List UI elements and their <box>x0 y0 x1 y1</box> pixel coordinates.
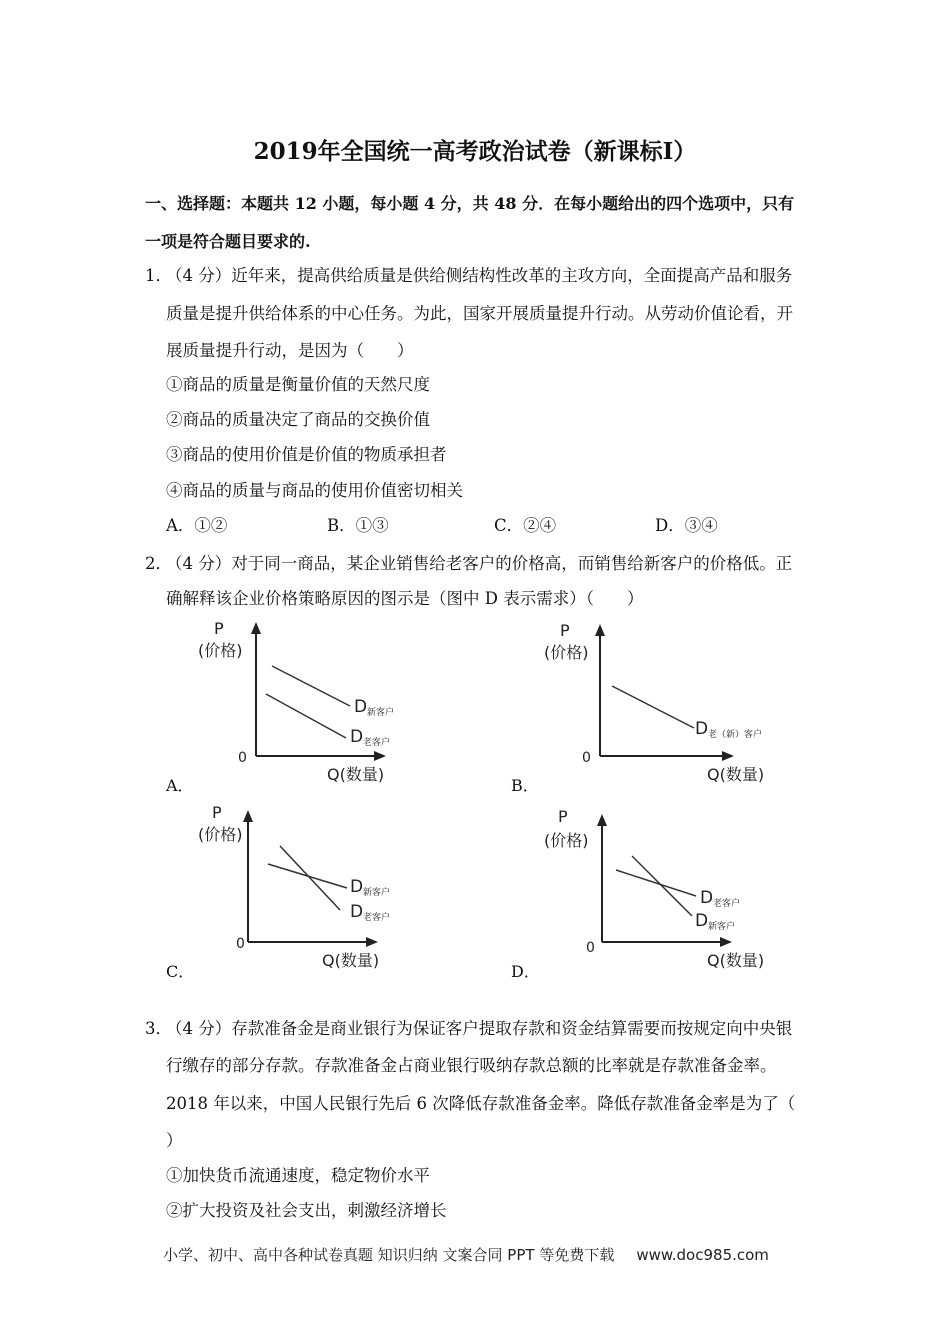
footer-site-link[interactable]: www.doc985.com <box>636 1246 769 1264</box>
q2-option-c-label[interactable]: C． <box>166 962 195 981</box>
chart-a-x-arrow <box>374 751 386 761</box>
chart-a-d-new-sub: 新客户 <box>367 708 395 718</box>
chart-c-d-old: D <box>350 902 364 922</box>
chart-d-y-arrow <box>597 814 607 826</box>
q1-option-a[interactable]: A．①② <box>166 516 228 535</box>
q3-stem-line3: 2018 年以来，中国人民银行先后 6 次降低存款准备金率。降低存款准备金率是为了（ <box>166 1094 796 1113</box>
q1-statement-4: ④商品的质量与商品的使用价值密切相关 <box>166 481 463 500</box>
q3-number: 3． <box>145 1019 172 1038</box>
q2-option-b-label[interactable]: B． <box>511 776 539 795</box>
q2-option-d-label[interactable]: D． <box>511 962 540 981</box>
chart-d-curve-new <box>632 856 692 916</box>
chart-d-origin: 0 <box>586 940 595 956</box>
chart-a-y-arrow <box>251 622 261 634</box>
q1-option-b[interactable]: B．①③ <box>327 516 389 535</box>
chart-b-p-label: P <box>560 621 570 640</box>
chart-a-curve-new <box>272 666 350 706</box>
chart-c-x-arrow <box>366 937 378 947</box>
chart-c-d-new-sub: 新客户 <box>363 888 391 898</box>
section-heading-line2: 一项是符合题目要求的. <box>145 232 311 251</box>
q1-stem-line3: 展质量提升行动，是因为（ ） <box>166 341 414 360</box>
chart-c-d-new: D <box>350 877 364 897</box>
q3-stem-line2: 行缴存的部分存款。存款准备金占商业银行吸纳存款总额的比率就是存款准备金率。 <box>166 1056 777 1075</box>
chart-d-d-old: D <box>700 888 714 908</box>
chart-a-d-old: D <box>350 727 364 747</box>
chart-a-q-label: Q(数量) <box>327 765 385 784</box>
chart-a-p-unit: (价格) <box>198 641 243 660</box>
page-title: 2019年全国统一高考政治试卷（新课标Ⅰ） <box>253 138 697 165</box>
chart-d-d-old-sub: 老客户 <box>713 899 741 909</box>
chart-c-q-label: Q(数量) <box>322 951 380 970</box>
chart-c-origin: 0 <box>236 936 245 952</box>
q1-option-d[interactable]: D．③④ <box>655 516 718 535</box>
q2-stem-line2: 确解释该企业价格策略原因的图示是（图中 D 表示需求）（ ） <box>166 589 644 608</box>
q1-number: 1． <box>145 266 172 285</box>
chart-d-p-label: P <box>558 807 568 826</box>
chart-a-p-label: P <box>214 619 224 638</box>
chart-c-curve-old <box>280 846 340 910</box>
q1-stem-line1: （4 分）近年来，提高供给质量是供给侧结构性改革的主攻方向，全面提高产品和服务 <box>166 266 793 285</box>
section-heading-line1: 一、选择题：本题共 12 小题，每小题 4 分，共 48 分．在每小题给出的四个选项中，只有 <box>145 194 795 213</box>
q1-stem-line2: 质量是提升供给体系的中心任务。为此，国家开展质量提升行动。从劳动价值论看，开 <box>166 304 793 323</box>
q1-statement-3: ③商品的使用价值是价值的物质承担者 <box>166 445 447 464</box>
chart-a-d-new: D <box>354 697 368 717</box>
chart-b <box>540 616 790 786</box>
chart-d-x-arrow <box>720 937 732 947</box>
chart-b-origin: 0 <box>582 750 591 766</box>
q1-statement-1: ①商品的质量是衡量价值的天然尺度 <box>166 375 430 394</box>
chart-a <box>190 616 430 786</box>
chart-b-curve-both <box>612 686 694 728</box>
page-footer <box>163 1244 769 1265</box>
chart-d-d-new-sub: 新客户 <box>708 922 736 932</box>
footer-text: 小学、初中、高中各种试卷真题 知识归纳 文案合同 PPT 等免费下载 <box>163 1246 615 1264</box>
chart-b-x-arrow <box>722 751 734 761</box>
q2-option-a-label[interactable]: A． <box>166 776 194 795</box>
chart-d-curve-old <box>616 870 696 896</box>
chart-d <box>540 806 790 974</box>
chart-b-d: D <box>695 719 709 739</box>
q3-stem-line1: （4 分）存款准备金是商业银行为保证客户提取存款和资金结算需要而按规定向中央银 <box>166 1019 793 1038</box>
q1-option-c[interactable]: C．②④ <box>494 516 557 535</box>
chart-b-d-sub: 老（新）客户 <box>708 730 763 740</box>
chart-d-d-new: D <box>695 911 709 931</box>
chart-c-y-arrow <box>243 810 253 822</box>
q2-stem-line1: （4 分）对于同一商品，某企业销售给老客户的价格高，而销售给新客户的价格低。正 <box>166 554 793 573</box>
chart-a-d-old-sub: 老客户 <box>363 738 391 748</box>
chart-c-p-unit: (价格) <box>198 825 243 844</box>
q3-statement-1: ①加快货币流通速度，稳定物价水平 <box>166 1166 430 1185</box>
chart-b-q-label: Q(数量) <box>707 765 765 784</box>
q3-statement-2: ②扩大投资及社会支出，刺激经济增长 <box>166 1201 447 1220</box>
q2-number: 2． <box>145 554 172 573</box>
q1-statement-2: ②商品的质量决定了商品的交换价值 <box>166 410 430 429</box>
chart-c <box>190 800 430 972</box>
chart-d-q-label: Q(数量) <box>707 951 765 970</box>
chart-d-p-unit: (价格) <box>544 831 589 850</box>
chart-a-origin: 0 <box>238 750 247 766</box>
chart-c-p-label: P <box>212 803 222 822</box>
chart-a-curve-old <box>266 694 346 738</box>
q3-stem-line4: ） <box>166 1131 183 1150</box>
chart-b-p-unit: (价格) <box>544 643 589 662</box>
chart-c-d-old-sub: 老客户 <box>363 913 391 923</box>
chart-b-y-arrow <box>595 624 605 636</box>
